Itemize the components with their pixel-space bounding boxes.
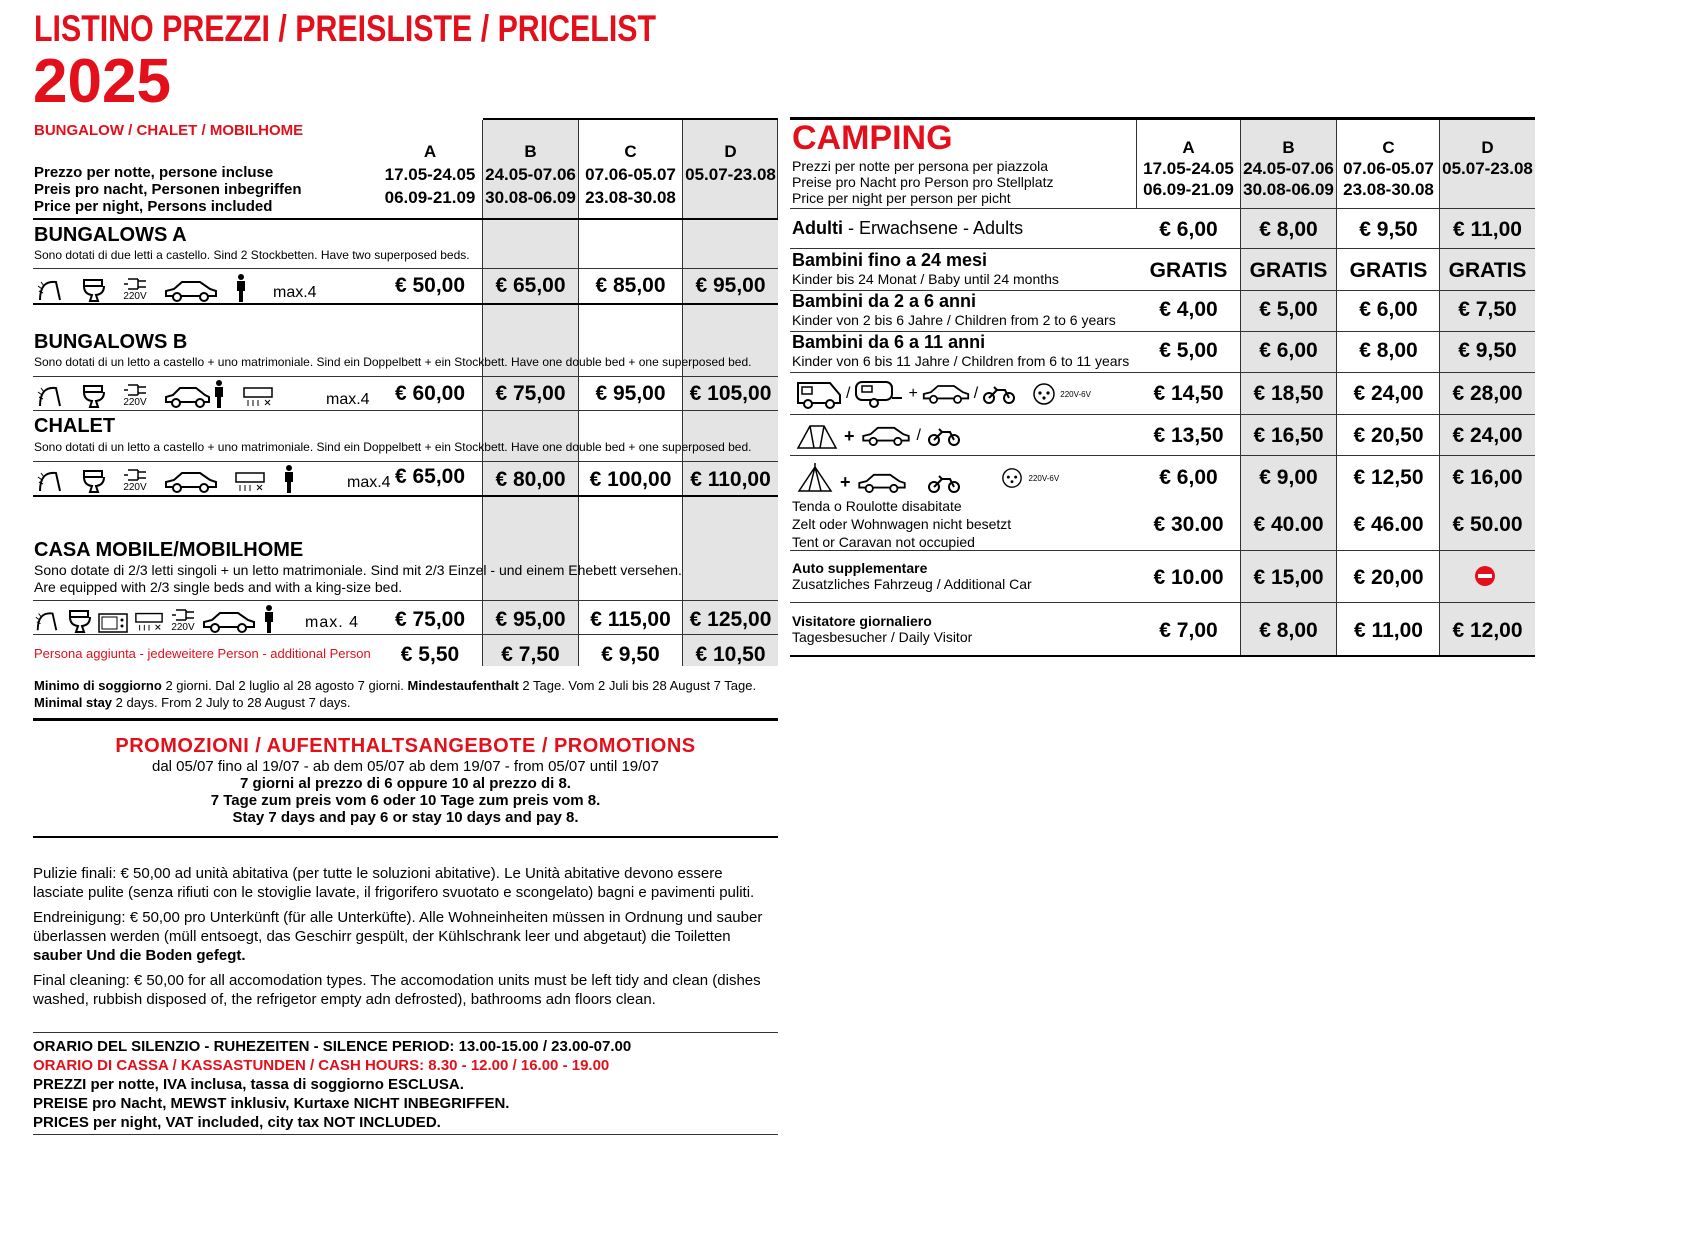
season-c-header: C 07.06-05.07 23.08-30.08 xyxy=(585,142,676,207)
section-title: BUNGALOW / CHALET / MOBILHOME xyxy=(34,122,304,139)
camping-price-c: GRATIS xyxy=(1349,259,1428,282)
unit-name: CASA MOBILE/MOBILHOME xyxy=(34,539,304,561)
price-d: € 125,00 xyxy=(689,608,772,631)
price-a: € 50,00 xyxy=(394,274,466,297)
camping-price-b: GRATIS xyxy=(1249,259,1328,282)
camping-row-label: Bambini da 2 a 6 anni Kinder von 2 bis 6 Jahre / Children from 2 to 6 years xyxy=(792,291,1116,328)
unit-description: Sono dotati di due letti a castello. Sind 2 Stockbetten. Have two superposed beds. xyxy=(34,248,470,262)
camping-price-b: € 6,00 xyxy=(1259,339,1318,362)
camping-price-a: € 6,00 xyxy=(1159,466,1218,489)
unit-description: Sono dotati di un letto a castello + uno matrimoniale. Sind ein Doppelbett + ein Stockbett. Have one double bed + one superposed bed. xyxy=(34,440,752,454)
small-tent-icon xyxy=(796,461,834,493)
price-b: € 75,00 xyxy=(495,382,566,405)
camping-row-label: Adulti - Erwachsene - Adults xyxy=(792,218,1024,238)
car-icon xyxy=(164,280,218,302)
camping-price-c: € 6,00 xyxy=(1359,298,1418,321)
car-icon xyxy=(164,471,218,493)
camping-price-b: € 9,00 xyxy=(1259,466,1318,489)
power-220v-icon: 220V xyxy=(122,277,148,302)
camping-price-a: € 5,00 xyxy=(1159,339,1218,362)
camping-title: CAMPING xyxy=(792,119,953,157)
air-conditioner-icon xyxy=(242,386,274,408)
camping-season-d: D 05.07-23.08 xyxy=(1442,138,1533,178)
extra-price-a: € 5,50 xyxy=(400,643,460,666)
air-conditioner-icon xyxy=(234,471,266,493)
camper-icon xyxy=(796,379,842,409)
toilet-icon xyxy=(80,382,106,408)
season-b-header: B 24.05-07.06 30.08-06.09 xyxy=(485,142,576,207)
minimum-stay: Minimo di soggiorno 2 giorni. Dal 2 luglio al 28 agosto 7 giorni. Mindestaufenthalt 2 Tage. Vom 2 Juli bis 28 August 7 Tage. Minimal stay 2 days. From 2 July to 28 August 7 days. xyxy=(34,678,757,710)
camping-price-c: € 20,00 xyxy=(1353,566,1424,589)
camping-price-d: € 28,00 xyxy=(1452,382,1523,405)
camping-season-c: C 07.06-05.07 23.08-30.08 xyxy=(1343,138,1434,199)
socket-icon xyxy=(1032,382,1056,406)
unit-name: CHALET xyxy=(34,415,116,437)
person-icon xyxy=(262,605,276,633)
air-conditioner-icon xyxy=(134,611,164,633)
camping-price-d: € 16,00 xyxy=(1452,466,1523,489)
shower-icon xyxy=(36,276,64,302)
cash-hours: ORARIO DI CASSA / KASSASTUNDEN / CASH HOURS: 8.30 - 12.00 / 16.00 - 19.00 xyxy=(33,1057,610,1074)
promotions: PROMOZIONI / AUFENTHALTSANGEBOTE / PROMOTIONS dal 05/07 fino al 19/07 - ab dem 05/07 ab dem 19/07 - from 05/07 until 19/07 7 giorni al prezzo di 6 oppure 10 al prezzo di 8. 7 Tage zum preis vom 6 oder 10 Tage zum preis vom 8. Stay 7 days and pay 6 or stay 10 days and pay 8. xyxy=(115,735,696,826)
camping-price-c: € 12,50 xyxy=(1353,466,1424,489)
camping-row-label: Bambini fino a 24 mesi Kinder bis 24 Monat / Baby until 24 months xyxy=(792,250,1059,287)
unit-icons xyxy=(36,272,248,302)
shower-icon xyxy=(34,607,60,633)
unit-description: Sono dotate di 2/3 letti singoli + un letto matrimoniale. Sind mit 2/3 Einzel - und einem Ehebett versehen. Are equipped with 2/3 single beds and with a king-size bed. xyxy=(34,562,682,595)
caravan-icon xyxy=(854,380,904,408)
extra-price-b: € 7,50 xyxy=(501,643,560,666)
footer-info: ORARIO DEL SILENZIO - RUHEZEITEN - SILENCE PERIOD: 13.00-15.00 / 23.00-07.00 ORARIO DI CASSA / KASSASTUNDEN / CASH HOURS: 8.30 - 12.00 / 16.00 - 19.00 PREZZI per notte, IVA inclusa, tassa di soggiorno ESCLUSA. PREISE pro Nacht, MEWST inklusiv, Kurtaxe NICHT INBEGRIFFEN. PRICES per night, VAT included, city tax NOT INCLUDED. xyxy=(33,1038,632,1131)
car-icon xyxy=(922,384,970,404)
price-b: € 95,00 xyxy=(495,608,566,631)
camping-season-a: A 17.05-24.05 06.09-21.09 xyxy=(1143,138,1234,199)
camping-price-d: GRATIS xyxy=(1448,259,1527,282)
camping-price-d: € 50.00 xyxy=(1452,513,1523,536)
camping-row-label: Tenda o Roulotte disabitate Zelt oder Wohnwagen nicht besetzt Tent or Caravan not occupied xyxy=(792,498,1012,550)
unit-icons xyxy=(34,603,276,633)
socket-icon xyxy=(1001,467,1023,489)
person-icon xyxy=(234,274,248,302)
camping-price-c: € 11,00 xyxy=(1354,619,1423,642)
motorbike-icon xyxy=(982,384,1016,404)
price-header-text: Prezzo per notte, persone incluse Preis pro nacht, Personen inbegriffen Price per night, Persons included xyxy=(34,164,302,215)
toilet-icon xyxy=(66,607,92,633)
toilet-icon xyxy=(80,276,106,302)
camping-price-c: € 46.00 xyxy=(1353,513,1424,536)
price-a: € 60,00 xyxy=(394,382,466,405)
extra-price-c: € 9,50 xyxy=(601,643,660,666)
max-persons: max.4 xyxy=(273,284,317,301)
camping-price-b: € 8,00 xyxy=(1259,218,1318,241)
camping-row-label: Bambini da 6 a 11 anni Kinder von 6 bis 11 Jahre / Children from 6 to 11 years xyxy=(792,332,1130,369)
power-220v-icon: 220V xyxy=(170,608,196,633)
camping-row-label: Visitatore giornaliero Tagesbesucher / Daily Visitor xyxy=(792,613,973,645)
camping-price-b: € 16,50 xyxy=(1253,424,1324,447)
motorbike-icon xyxy=(927,426,961,446)
no-entry-icon xyxy=(1474,565,1496,587)
price-c: € 115,00 xyxy=(590,608,671,631)
price-a: € 65,00 xyxy=(394,465,466,488)
camping-price-c: € 20,50 xyxy=(1353,424,1424,447)
camping-price-b: € 40.00 xyxy=(1253,513,1324,536)
cleaning-info: Pulizie finali: € 50,00 ad unità abitativa (per tutte le soluzioni abitative). Le Unità abitative devono essere lasciate pulite (senza rifiuti con le stoviglie lavate, il frigorifero svuotato e scongelato) bagni e pavimenti puliti. Endreinigung: € 50,00 pro Unterkünft (für alle Unterküfte). Alle Wohneinheiten müssen in Ordnung und sauber überlassen werden (müll entsoegt, das Geschirr gespült, der Kühlschrank leer und abgetaut) die Toiletten sauber Und die Boden gefegt. Final cleaning: € 50,00 for all accomodation types. The accomodation units must be left tidy and clean (dishes washed, rubbish disposed of, the refrigetor empty adn defrosted), bathrooms adn floors clean. xyxy=(33,865,763,1008)
unit-icons xyxy=(36,463,296,493)
car-icon xyxy=(857,473,907,493)
power-220v-icon: 220V xyxy=(122,468,148,493)
price-b: € 80,00 xyxy=(495,468,566,491)
price-c: € 100,00 xyxy=(589,468,672,491)
camping-price-a: GRATIS xyxy=(1149,259,1228,282)
price-b: € 65,00 xyxy=(495,274,566,297)
camping-price-a: € 30.00 xyxy=(1153,513,1224,536)
camping-price-a: € 4,00 xyxy=(1159,298,1218,321)
microwave-icon xyxy=(98,613,128,633)
camping-price-b: € 8,00 xyxy=(1259,619,1318,642)
camping-price-a: € 6,00 xyxy=(1159,218,1218,241)
silence-period: ORARIO DEL SILENZIO - RUHEZEITEN - SILENCE PERIOD: 13.00-15.00 / 23.00-07.00 xyxy=(33,1038,632,1055)
camping-price-a: € 10.00 xyxy=(1153,566,1224,589)
extra-person-label: Persona aggiunta - jedeweitere Person - additional Person xyxy=(34,646,371,661)
camping-row-label: Auto supplementare Zusatzliches Fahrzeug / Additional Car xyxy=(792,560,1032,592)
camping-price-d: € 24,00 xyxy=(1452,424,1523,447)
max-persons: max.4 xyxy=(347,474,391,491)
year-title: 2025 xyxy=(33,47,171,116)
pricelist-title: LISTINO PREZZI / PREISLISTE / PRICELIST xyxy=(34,8,657,49)
camping-price-d: € 7,50 xyxy=(1458,298,1517,321)
price-c: € 95,00 xyxy=(595,382,666,405)
unit-icons xyxy=(36,378,274,408)
unit-name: BUNGALOWS B xyxy=(34,331,188,353)
camping-price-c: € 8,00 xyxy=(1359,339,1418,362)
season-d-header: D 05.07-23.08 xyxy=(685,142,776,184)
camping-price-a: € 13,50 xyxy=(1153,424,1224,447)
unit-description: Sono dotati di un letto a castello + uno matrimoniale. Sind ein Doppelbett + ein Stockbett. Have one double bed + one superposed bed. xyxy=(34,355,752,369)
camping-price-a: € 7,00 xyxy=(1159,619,1218,642)
camping-season-b: B 24.05-07.06 30.08-06.09 xyxy=(1243,138,1334,199)
shower-icon xyxy=(36,382,64,408)
extra-price-d: € 10,50 xyxy=(695,643,766,666)
max-persons: max. 4 xyxy=(305,614,360,631)
person-icon xyxy=(282,465,296,493)
tent-icon xyxy=(796,422,838,450)
season-a-header: A 17.05-24.05 06.09-21.09 xyxy=(384,142,476,207)
camping-price-d: € 9,50 xyxy=(1458,339,1517,362)
price-d: € 105,00 xyxy=(689,382,772,405)
unit-name: BUNGALOWS A xyxy=(34,224,187,246)
camping-price-b: € 5,00 xyxy=(1259,298,1318,321)
price-c: € 85,00 xyxy=(595,274,666,297)
camping-price-b: € 18,50 xyxy=(1253,382,1324,405)
car-person-icon xyxy=(164,380,226,408)
camping-price-d: € 11,00 xyxy=(1453,218,1522,241)
motorbike-icon xyxy=(927,473,961,493)
car-icon xyxy=(202,611,256,633)
toilet-icon xyxy=(80,467,106,493)
price-a: € 75,00 xyxy=(394,608,466,631)
power-220v-icon: 220V xyxy=(122,383,148,408)
camping-price-b: € 15,00 xyxy=(1253,566,1324,589)
camping-price-c: € 24,00 xyxy=(1353,382,1424,405)
camping-header-text: Prezzi per notte per persona per piazzola Preise pro Nacht pro Person pro Stellplatz Price per night per person per picht xyxy=(792,158,1054,206)
car-icon xyxy=(861,426,911,446)
price-d: € 110,00 xyxy=(690,468,771,491)
camping-price-a: € 14,50 xyxy=(1153,382,1224,405)
camping-row-icons: / + / 220V-6V xyxy=(796,378,1091,410)
max-persons: max.4 xyxy=(326,391,370,408)
camping-price-c: € 9,50 xyxy=(1359,218,1418,241)
camping-row-icons: + / xyxy=(796,421,961,451)
camping-price-d: € 12,00 xyxy=(1452,619,1523,642)
camping-row-icons: + 220V-6V xyxy=(796,459,1059,493)
price-d: € 95,00 xyxy=(695,274,766,297)
shower-icon xyxy=(36,467,64,493)
